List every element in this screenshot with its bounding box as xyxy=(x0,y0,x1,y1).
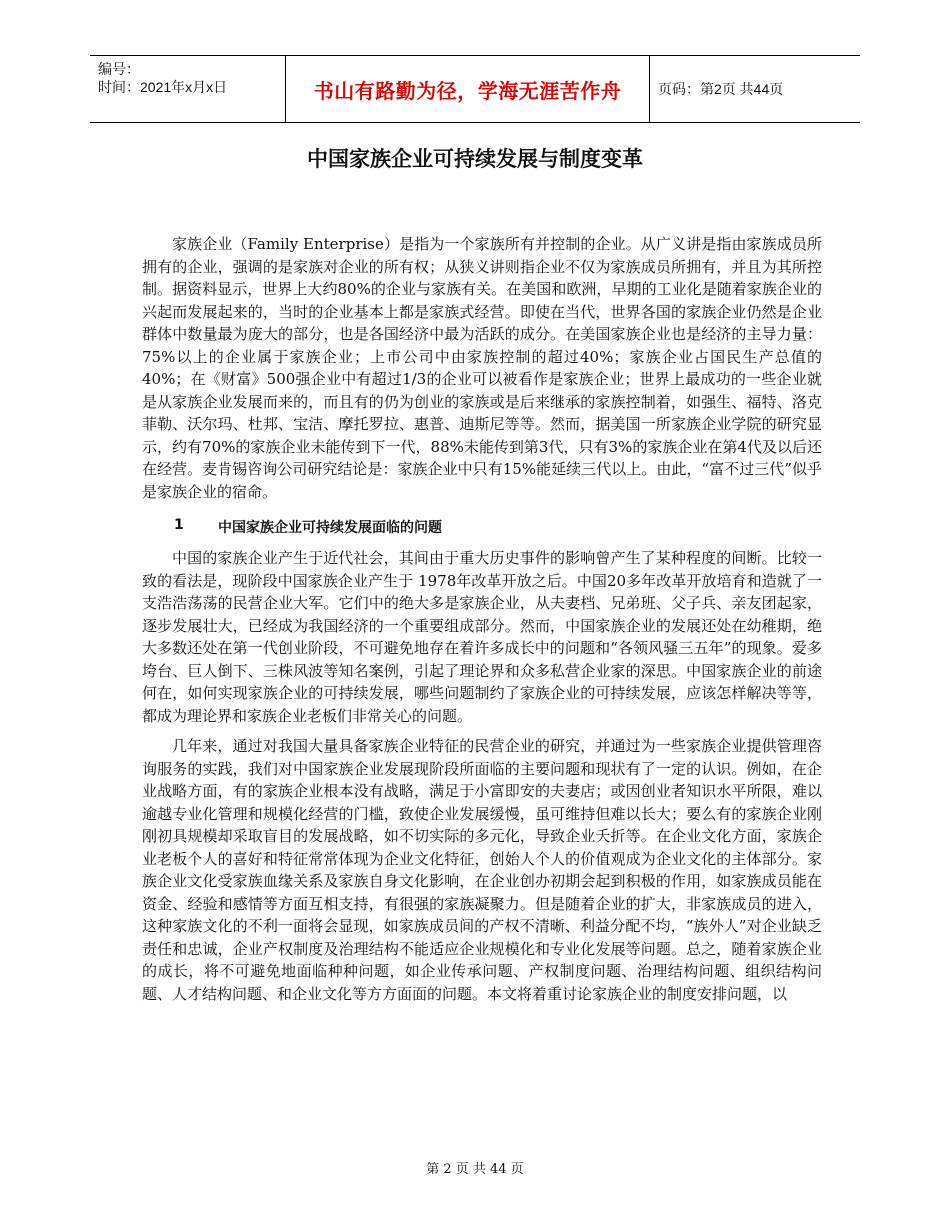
header-motto: 书山有路勤为径，学海无涯苦作舟 xyxy=(313,78,622,103)
section-title: 中国家族企业可持续发展面临的问题 xyxy=(218,520,442,536)
page-footer: 第 2 页 共 44 页 xyxy=(426,1162,524,1177)
document-body xyxy=(142,233,822,1005)
document-number-label: 编号： xyxy=(98,61,140,77)
document-header xyxy=(90,55,860,123)
section1-paragraph-1: 中国的家族企业产生于近代社会，其间由于重大历史事件的影响曾产生了某种程度的间断。比较一致的看法是，现阶段中国家族企业产生于 1978年改革开放之后。中国20多年改革开放培育和造就了一支浩浩荡荡的民营企业大军。它们中的绝大多是家族企业，从夫妻档、兄弟班、父子兵、亲友团起家，逐步发展壮大，已经成为我国经济的一个重要组成部分。然而，中国家族企业的发展还处在幼稚期，绝大多数还处在第一代创业阶段，不可避免地存在着许多成长中的问题和“各领风骚三五年”的现象。爱多垮台、巨人倒下、三株风波等知名案例，引起了理论界和众多私营企业家的深思。中国家族企业的前途何在，如何实现家族企业的可持续发展，哪些问题制约了家族企业的可持续发展，应该怎样解决等等，都成为理论界和家族企业老板们非常关心的问题。 xyxy=(142,549,822,725)
section1-paragraph-2: 几年来，通过对我国大量具备家族企业特征的民营企业的研究，并通过为一些家族企业提供管理咨询服务的实践，我们对中国家族企业发展现阶段所面临的主要问题和现状有了一定的认识。例如，在企业战略方面，有的家族企业根本没有战略，满足于小富即安的夫妻店；或因创业者知识水平所限，难以逾越专业化管理和规模化经营的门槛，致使企业发展缓慢，虽可维持但难以长大；要么有的家族企业刚刚初具规模却采取盲目的发展战略，如不切实际的多元化，导致企业夭折等。在企业文化方面，家族企业老板个人的喜好和特征常常体现为企业文化特征，创始人个人的价值观成为企业文化的主体部分。家族企业文化受家族血缘关系及家族自身文化影响，在企业创办初期会起到积极的作用，如家族成员能在资金、经验和感情等方面互相支持，有很强的家族凝聚力。但是随着企业的扩大，非家族成员的进入，这种家族文化的不利一面将会显现，如家族成员间的产权不清晰、利益分配不均，“族外人”对企业缺乏责任和忠诚，企业产权制度及治理结构不能适应企业规模化和专业化发展等问题。总之，随着家族企业的成长，将不可避免地面临种种问题，如企业传承问题、产权制度问题、治理结构问题、组织结构问题、人才结构问题、和企业文化等方方面面的问题。本文将着重讨论家族企业的制度安排问题，以 xyxy=(142,737,822,1003)
header-motto-cell xyxy=(286,56,650,122)
header-page-info: 页码：第2页 共44页 xyxy=(658,81,784,97)
header-meta-cell xyxy=(90,56,286,122)
document-title: 中国家族企业可持续发展与制度变革 xyxy=(307,147,643,171)
section-number: 1 xyxy=(174,517,184,533)
document-time-label: 时间：2021年x月x日 xyxy=(98,79,228,95)
intro-paragraph: 家族企业（Family Enterprise）是指为一个家族所有并控制的企业。从广义讲是指由家族成员所拥有的企业，强调的是家族对企业的所有权；从狭义讲则指企业不仅为家族成员所拥有，并且为其所控制。据资料显示，世界上大约80%的企业与家族有关。在美国和欧洲，早期的工业化是随着家族企业的兴起而发展起来的，当时的企业基本上都是家族式经营。即使在当代，世界各国的家族企业仍然是企业群体中数量最为庞大的部分，也是各国经济中最为活跃的成分。在美国家族企业也是经济的主导力量：75%以上的企业属于家族企业；上市公司中由家族控制的超过40%；家族企业占国民生产总值的40%；在《财富》500强企业中有超过1/3的企业可以被看作是家族企业；世界上最成功的一些企业就是从家族企业发展而来的，而且有的仍为创业的家族或是后来继承的家族控制着，如强生、福特、洛克菲勒、沃尔玛、杜邦、宝洁、摩托罗拉、惠普、迪斯尼等等。然而，据美国一所家族企业学院的研究显示，约有70%的家族企业未能传到下一代，88%未能传到第3代，只有3%的家族企业在第4代及以后还在经营。麦肯锡咨询公司研究结论是：家族企业中只有15%能延续三代以上。由此，“富不过三代”似乎是家族企业的宿命。 xyxy=(142,235,822,501)
section-heading xyxy=(174,517,822,537)
header-page-cell xyxy=(650,56,860,122)
